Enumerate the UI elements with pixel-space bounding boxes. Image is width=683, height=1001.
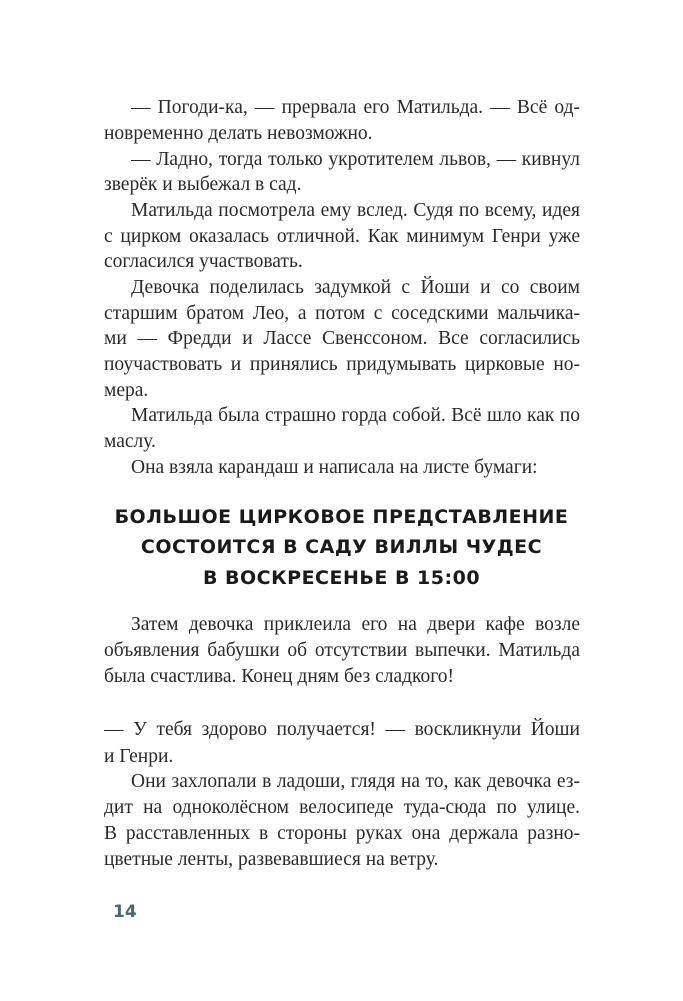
- text-line: новременно делать невозможно.: [104, 123, 373, 144]
- text-line: Девочка поделилась задумкой с Йоши и со своим: [131, 277, 580, 298]
- text-line: поучаствовать и принялись придумывать цирковые но-: [104, 354, 580, 375]
- text-line: Затем девочка приклеила его на двери кафе возле: [131, 614, 580, 635]
- text-line: Они захлопали в ладоши, глядя на то, как девочка ез-: [131, 771, 580, 792]
- text-line: мера.: [104, 380, 149, 401]
- text-line: Она взяла карандаш и написала на листе бумаги:: [131, 457, 538, 478]
- text-line: маслу.: [104, 431, 156, 452]
- text-line: объявления бабушки об отсутствии выпечки. Матильда: [104, 640, 580, 661]
- page-number: 14: [113, 902, 137, 922]
- text-line: старшим братом Лео, а потом с соседскими мальчика-: [104, 303, 580, 324]
- poster-line: БОЛЬШОЕ ЦИРКОВОЕ ПРЕДСТАВЛЕНИЕ: [114, 506, 569, 528]
- text-line: В расставленных в стороны руках она держала разно-: [104, 823, 580, 844]
- text-line: ми — Фредди и Лассе Свенссоном. Все согласились: [104, 328, 580, 349]
- poster-line: В ВОСКРЕСЕНЬЕ В 15:00: [202, 567, 481, 589]
- text-line: — У тебя здорово получается! — воскликнули Йоши: [104, 719, 580, 740]
- text-line: была счастлива. Конец дням без сладкого!: [104, 666, 455, 687]
- text-line: дит на одноколёсном велосипеде туда-сюда по улице.: [104, 797, 580, 818]
- poster-line: СОСТОИТСЯ В САДУ ВИЛЛЫ ЧУДЕС: [140, 536, 543, 558]
- text-line: с цирком оказалась отличной. Как минимум Генри уже: [104, 226, 580, 247]
- text-line: Матильда посмотрела ему вслед. Судя по всему, идея: [131, 200, 580, 221]
- text-line: Матильда была страшно горда собой. Всё шло как по: [131, 405, 580, 426]
- text-line: — Ладно, тогда только укротителем львов, — кивнул: [131, 149, 580, 170]
- text-line: и Генри.: [104, 746, 174, 767]
- text-line: согласился участвовать.: [104, 251, 303, 272]
- text-line: зверёк и выбежал в сад.: [104, 174, 302, 195]
- text-line: цветные ленты, развевавшиеся на ветру.: [104, 849, 439, 870]
- text-line: — Погоди-ка, — прервала его Матильда. — Всё од-: [131, 97, 580, 118]
